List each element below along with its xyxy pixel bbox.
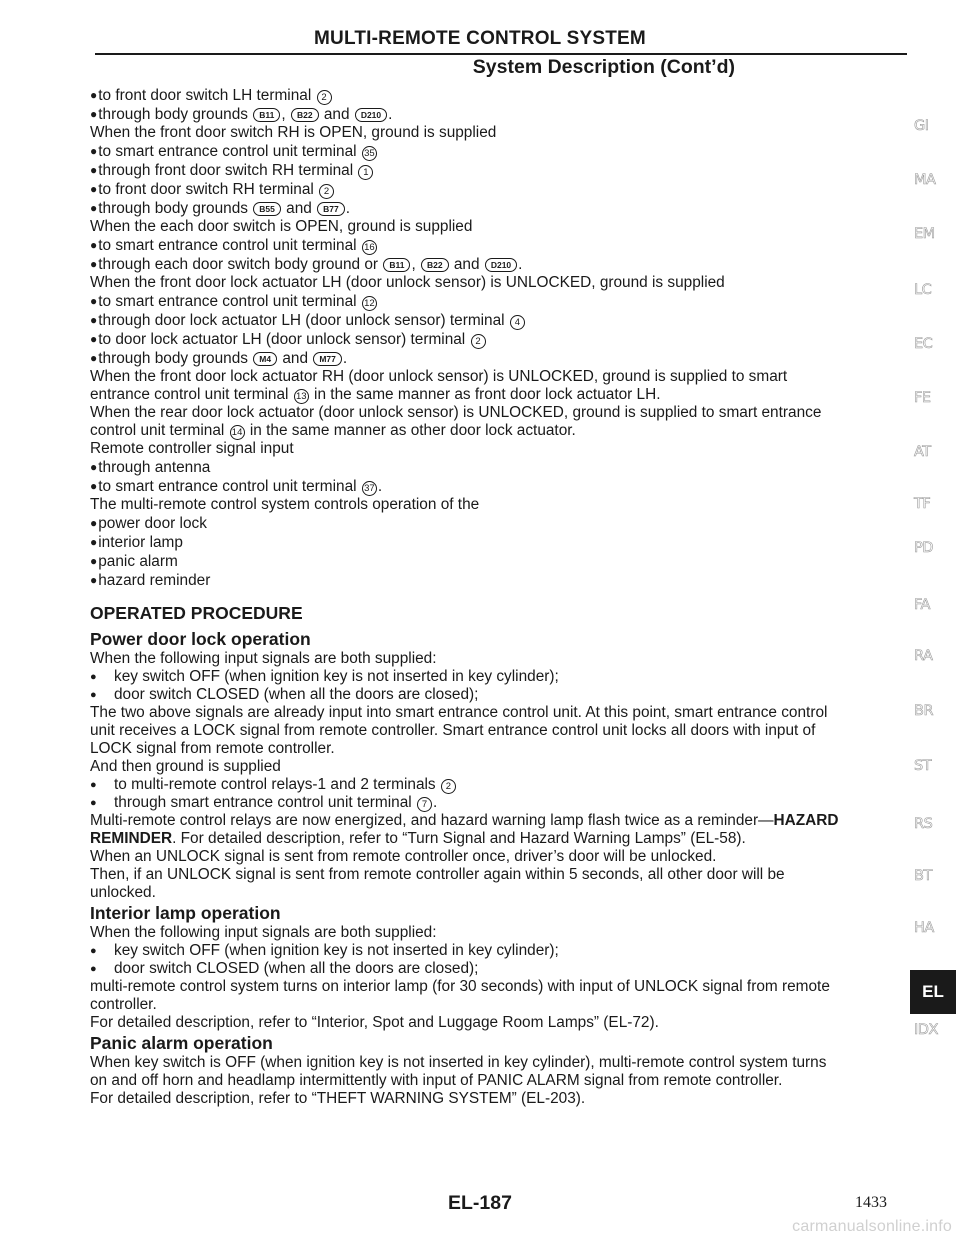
text-line: controller. — [90, 996, 157, 1013]
text-line: Remote controller signal input — [90, 440, 294, 457]
side-tab-ec[interactable]: EC — [914, 336, 933, 352]
text-line: entrance control unit terminal 13 in the same manner as front door lock actuator LH. — [90, 386, 661, 403]
text-line: unlocked. — [90, 884, 156, 901]
side-tab-fe[interactable]: FE — [914, 390, 931, 406]
text-line: unit receives a LOCK signal from remote controller. Smart entrance control unit locks all doors with input of — [90, 722, 816, 739]
text-line: LOCK signal from remote controller. — [90, 740, 335, 757]
text-line: The multi-remote control system controls operation of the — [90, 496, 480, 513]
terminal-number: 12 — [362, 296, 377, 311]
side-tab-idx[interactable]: IDX — [914, 1022, 938, 1038]
bullet-icon — [90, 331, 98, 348]
bullet-icon — [90, 515, 98, 532]
bullet-icon — [90, 200, 98, 217]
connector-badge: B55 — [253, 202, 281, 216]
text-line: When the front door lock actuator LH (door unlock sensor) is UNLOCKED, ground is supplied — [90, 274, 725, 291]
terminal-number: 2 — [441, 779, 456, 794]
side-tab-ma[interactable]: MA — [914, 172, 936, 188]
text-line: For detailed description, refer to “THEFT WARNING SYSTEM” (EL-203). — [90, 1090, 586, 1107]
text-line: multi-remote control system turns on interior lamp (for 30 seconds) with input of UNLOCK signal from remote — [90, 978, 830, 995]
text-line: ● to door lock actuator LH (door unlock sensor) terminal 2 — [90, 330, 900, 349]
text-line: ● hazard reminder — [90, 571, 900, 590]
text-line: When the following input signals are both supplied: — [90, 650, 437, 667]
terminal-number: 37 — [362, 481, 377, 496]
bullet-icon: ● — [90, 945, 97, 957]
side-tab-fa[interactable]: FA — [914, 597, 930, 613]
side-tab-pd[interactable]: PD — [914, 540, 933, 556]
text-line: ● door switch CLOSED (when all the doors are closed); — [90, 960, 479, 977]
text-line: REMINDER. For detailed description, refer to “Turn Signal and Hazard Warning Lamps” (EL-58). — [90, 830, 746, 847]
text-line: When the each door switch is OPEN, ground is supplied — [90, 218, 473, 235]
terminal-number: 13 — [294, 389, 309, 404]
text-line: ● interior lamp — [90, 533, 900, 552]
text-line: The two above signals are already input into smart entrance control unit. At this point, smart entrance control — [90, 704, 828, 721]
text-line: ● through front door switch RH terminal 1 — [90, 161, 900, 180]
bullet-icon — [90, 162, 98, 179]
bullet-icon: ● — [90, 689, 97, 701]
text-line: ● through body grounds M4 and M77 . — [90, 349, 900, 368]
connector-badge: D210 — [355, 108, 387, 122]
connector-badge: B22 — [291, 108, 319, 122]
text-line: ● key switch OFF (when ignition key is not inserted in key cylinder); — [90, 668, 559, 685]
side-tab-at[interactable]: AT — [914, 444, 931, 460]
text-line: ● through body grounds B55 and B77 . — [90, 199, 900, 218]
connector-badge: B22 — [421, 258, 449, 272]
text-line: ● through antenna — [90, 458, 900, 477]
text-line: When an UNLOCK signal is sent from remote controller once, driver’s door will be unlocked. — [90, 848, 717, 865]
connector-badge: M77 — [313, 352, 342, 366]
page-content — [90, 86, 900, 1108]
bullet-icon — [90, 478, 98, 495]
subsection-heading: Interior lamp operation — [90, 903, 281, 923]
bullet-icon — [90, 459, 98, 476]
bullet-icon — [90, 350, 98, 367]
text-line: When the rear door lock actuator (door unlock sensor) is UNLOCKED, ground is supplied to smart entrance — [90, 404, 822, 421]
bullet-icon — [90, 553, 98, 570]
text-line: ● through smart entrance control unit terminal 7 . — [90, 794, 438, 811]
terminal-number: 7 — [417, 797, 432, 812]
page-number: 1433 — [855, 1194, 887, 1211]
bullet-icon — [90, 572, 98, 589]
page-subtitle: System Description (Cont’d) — [472, 56, 735, 78]
bullet-icon — [90, 534, 98, 551]
section-heading: OPERATED PROCEDURE — [90, 603, 303, 623]
text-line: When the following input signals are both supplied: — [90, 924, 437, 941]
text-line: ● to front door switch RH terminal 2 — [90, 180, 900, 199]
terminal-number: 2 — [471, 334, 486, 349]
text-line: ● door switch CLOSED (when all the doors are closed); — [90, 686, 479, 703]
connector-badge: B11 — [253, 108, 280, 122]
terminal-number: 16 — [362, 240, 377, 255]
page-label: EL-187 — [448, 1192, 512, 1214]
text-line: ● through body grounds B11 , B22 and D210 . — [90, 105, 900, 124]
text-line: ● key switch OFF (when ignition key is not inserted in key cylinder); — [90, 942, 559, 959]
text-line: ● to smart entrance control unit terminal 16 — [90, 236, 900, 255]
side-tab-gi[interactable]: GI — [914, 118, 929, 134]
header-rule — [95, 53, 907, 55]
side-tab-em[interactable]: EM — [914, 226, 935, 242]
side-tab-ha[interactable]: HA — [914, 920, 934, 936]
connector-badge: B77 — [317, 202, 345, 216]
side-tab-lc[interactable]: LC — [914, 282, 932, 298]
bullet-icon — [90, 256, 98, 273]
bullet-icon — [90, 312, 98, 329]
bullet-icon — [90, 87, 98, 104]
text-line: ● panic alarm — [90, 552, 900, 571]
bullet-icon — [90, 181, 98, 198]
text-line: Multi-remote control relays are now energized, and hazard warning lamp flash twice as a reminder—HAZARD — [90, 812, 839, 829]
bullet-icon — [90, 143, 98, 160]
side-tab-el-active[interactable]: EL — [910, 970, 956, 1014]
bullet-icon: ● — [90, 797, 97, 809]
connector-badge: M4 — [253, 352, 277, 366]
text-line: ● to front door switch LH terminal 2 — [90, 86, 900, 105]
side-tab-tf[interactable]: TF — [914, 496, 931, 512]
subsection-heading: Power door lock operation — [90, 629, 311, 649]
bullet-icon — [90, 293, 98, 310]
connector-badge: B11 — [383, 258, 410, 272]
text-line: on and off horn and headlamp intermittently with input of PANIC ALARM signal from remote controller. — [90, 1072, 783, 1089]
text-line: ● to smart entrance control unit terminal 35 — [90, 142, 900, 161]
terminal-number: 1 — [358, 165, 373, 180]
text-line: When the front door lock actuator RH (door unlock sensor) is UNLOCKED, ground is supplied to smart — [90, 368, 788, 385]
side-tab-br[interactable]: BR — [914, 703, 934, 719]
terminal-number: 14 — [230, 425, 245, 440]
side-tab-st[interactable]: ST — [914, 758, 932, 774]
side-tab-bt[interactable]: BT — [914, 868, 932, 884]
text-line: ● power door lock — [90, 514, 900, 533]
text-line: ● to multi-remote control relays-1 and 2 terminals 2 — [90, 776, 900, 794]
bullet-icon: ● — [90, 671, 97, 683]
text-line: ● to smart entrance control unit terminal 37 . — [90, 477, 900, 496]
text-line: ● to smart entrance control unit terminal 12 — [90, 292, 900, 311]
bullet-icon: ● — [90, 779, 97, 791]
watermark: carmanualsonline.info — [792, 1218, 952, 1235]
side-tab-ra[interactable]: RA — [914, 648, 933, 664]
bullet-icon — [90, 237, 98, 254]
text-line: And then ground is supplied — [90, 758, 281, 775]
side-tab-rs[interactable]: RS — [914, 816, 933, 832]
bullet-icon — [90, 106, 98, 123]
text-line: ● through each door switch body ground or B11 , B22 and D210 . — [90, 255, 900, 274]
bullet-icon: ● — [90, 963, 97, 975]
terminal-number: 2 — [317, 90, 332, 105]
text-line: When key switch is OFF (when ignition key is not inserted in key cylinder), multi-remote control system turns — [90, 1054, 827, 1071]
subsection-heading: Panic alarm operation — [90, 1033, 273, 1053]
terminal-number: 4 — [510, 315, 525, 330]
text-line: When the front door switch RH is OPEN, ground is supplied — [90, 124, 497, 141]
text-line: Then, if an UNLOCK signal is sent from remote controller again within 5 seconds, all other door will be — [90, 866, 785, 883]
text-line: control unit terminal 14 in the same manner as other door lock actuator. — [90, 422, 576, 439]
connector-badge: D210 — [485, 258, 517, 272]
terminal-number: 35 — [362, 146, 377, 161]
page-title: MULTI-REMOTE CONTROL SYSTEM — [314, 28, 646, 49]
terminal-number: 2 — [319, 184, 334, 199]
text-line: ● through door lock actuator LH (door unlock sensor) terminal 4 — [90, 311, 900, 330]
text-line: For detailed description, refer to “Interior, Spot and Luggage Room Lamps” (EL-72). — [90, 1014, 659, 1031]
